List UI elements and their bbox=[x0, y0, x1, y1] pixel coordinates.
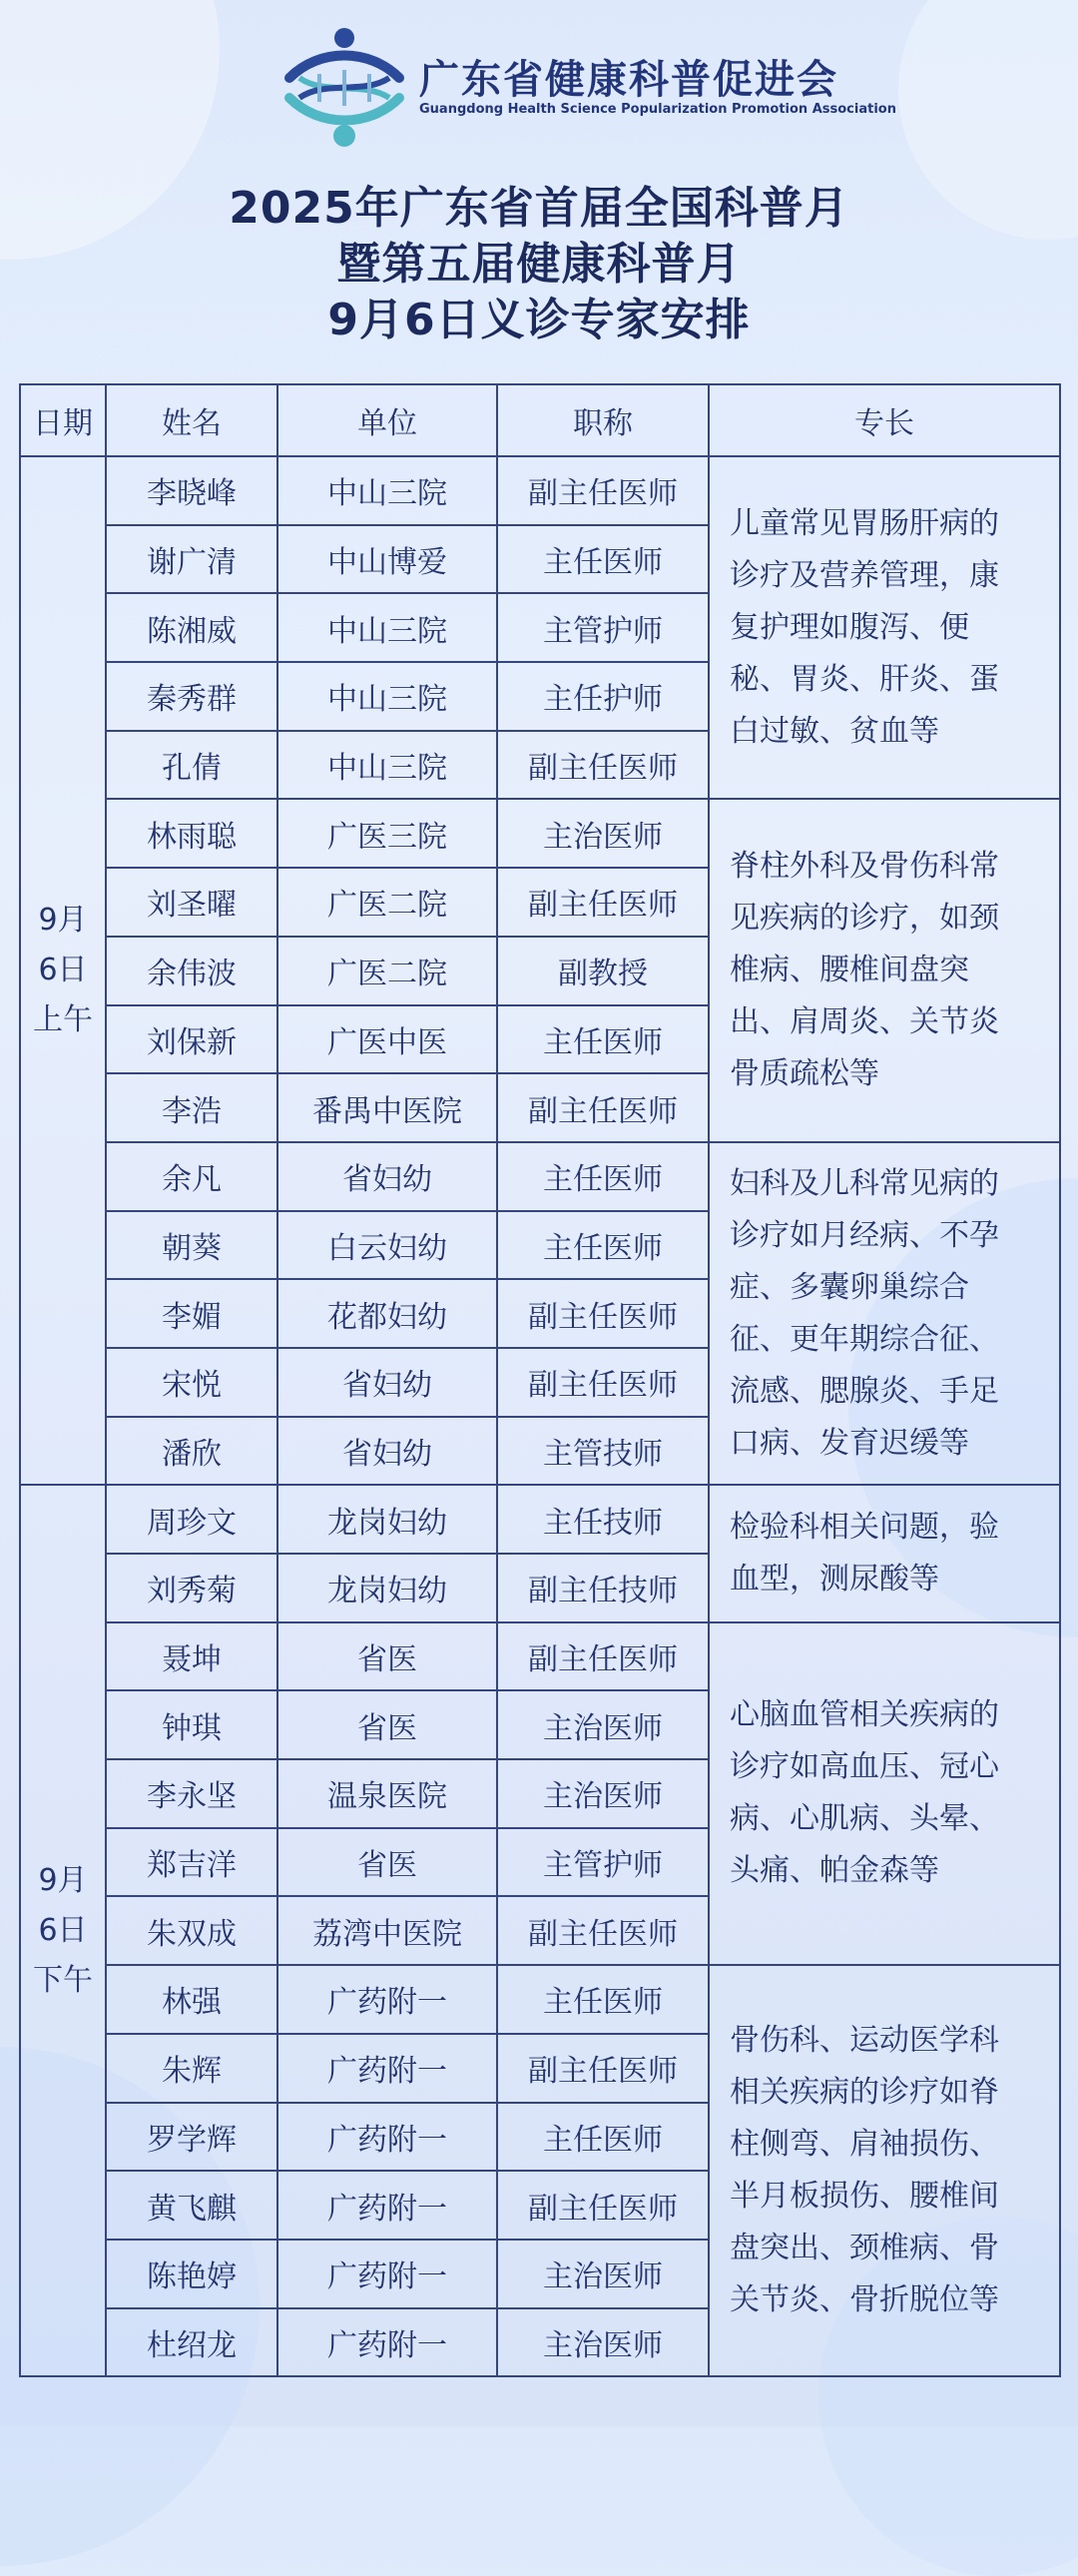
specialty-line: 相关疾病的诊疗如脊 bbox=[730, 2075, 999, 2111]
org-name-en: Guangdong Health Science Popularization Promotion Association bbox=[419, 102, 896, 117]
specialty-cell bbox=[709, 1965, 1060, 2376]
title-cell: 主任护师 bbox=[497, 662, 709, 731]
unit-cell: 中山三院 bbox=[277, 662, 497, 731]
specialty-line: 半月板损伤、腰椎间 bbox=[730, 2179, 999, 2215]
unit-cell: 龙岗妇幼 bbox=[277, 1554, 497, 1622]
unit-cell: 广药附一 bbox=[277, 1965, 497, 2034]
name-cell: 谢广清 bbox=[106, 525, 277, 594]
title-cell: 副主任医师 bbox=[497, 1073, 709, 1142]
title-cell: 主任医师 bbox=[497, 525, 709, 594]
specialty-line: 诊疗及营养管理，康 bbox=[730, 557, 999, 593]
unit-cell: 广医二院 bbox=[277, 868, 497, 937]
schedule-table bbox=[19, 383, 1061, 2377]
unit-cell: 省妇幼 bbox=[277, 1348, 497, 1417]
unit-cell: 中山三院 bbox=[277, 593, 497, 662]
unit-cell: 中山博爱 bbox=[277, 525, 497, 594]
name-cell: 刘圣曜 bbox=[106, 868, 277, 937]
unit-cell: 温泉医院 bbox=[277, 1759, 497, 1828]
header-date: 日期 bbox=[20, 384, 106, 456]
unit-cell: 广医中医 bbox=[277, 1005, 497, 1074]
name-cell: 罗学辉 bbox=[106, 2103, 277, 2172]
specialty-line: 心脑血管相关疾病的 bbox=[730, 1697, 999, 1733]
unit-cell: 荔湾中医院 bbox=[277, 1896, 497, 1965]
title-cell: 副主任医师 bbox=[497, 731, 709, 800]
specialty-line: 骨质疏松等 bbox=[730, 1056, 879, 1092]
specialty-line: 头痛、帕金森等 bbox=[730, 1853, 939, 1889]
name-cell: 李媚 bbox=[106, 1279, 277, 1348]
table-row bbox=[20, 799, 1060, 868]
date-line: 9月 bbox=[38, 1862, 88, 1898]
org-name-cn: 广东省健康科普促进会 bbox=[419, 57, 838, 103]
title-cell: 主管护师 bbox=[497, 1828, 709, 1897]
specialty-line: 白过敏、贫血等 bbox=[730, 713, 939, 749]
date-cell bbox=[20, 1485, 106, 2376]
specialty-line: 病、心肌病、头晕、 bbox=[730, 1801, 999, 1837]
title-cell: 主治医师 bbox=[497, 1759, 709, 1828]
title-cell: 主任技师 bbox=[497, 1485, 709, 1554]
specialty-line: 儿童常见胃肠肝病的 bbox=[730, 505, 999, 541]
table-row bbox=[20, 456, 1060, 525]
unit-cell: 广医三院 bbox=[277, 799, 497, 868]
title-cell: 副主任技师 bbox=[497, 1554, 709, 1622]
name-cell: 朱辉 bbox=[106, 2034, 277, 2103]
table-row bbox=[20, 1965, 1060, 2034]
name-cell: 陈艳婷 bbox=[106, 2240, 277, 2308]
name-cell: 周珍文 bbox=[106, 1485, 277, 1554]
unit-cell: 花都妇幼 bbox=[277, 1279, 497, 1348]
specialty-line: 诊疗如月经病、不孕 bbox=[730, 1217, 999, 1253]
name-cell: 刘秀菊 bbox=[106, 1554, 277, 1622]
specialty-line: 骨伤科、运动医学科 bbox=[730, 2023, 999, 2059]
unit-cell: 中山三院 bbox=[277, 456, 497, 525]
title-cell: 主管技师 bbox=[497, 1417, 709, 1486]
title-cell: 副主任医师 bbox=[497, 1348, 709, 1417]
name-cell: 孔倩 bbox=[106, 731, 277, 800]
specialty-line: 妇科及儿科常见病的 bbox=[730, 1165, 999, 1201]
date-line: 下午 bbox=[33, 1962, 93, 1998]
title-cell: 主管护师 bbox=[497, 593, 709, 662]
name-cell: 刘保新 bbox=[106, 1005, 277, 1074]
specialty-line: 秘、胃炎、肝炎、蛋 bbox=[730, 661, 999, 697]
header-name: 姓名 bbox=[106, 384, 277, 456]
name-cell: 李浩 bbox=[106, 1073, 277, 1142]
title-cell: 主任医师 bbox=[497, 1965, 709, 2034]
title-cell: 主治医师 bbox=[497, 1690, 709, 1759]
name-cell: 朝葵 bbox=[106, 1211, 277, 1280]
specialty-line: 盘突出、颈椎病、骨 bbox=[730, 2231, 999, 2266]
name-cell: 林雨聪 bbox=[106, 799, 277, 868]
unit-cell: 中山三院 bbox=[277, 731, 497, 800]
name-cell: 余凡 bbox=[106, 1142, 277, 1211]
name-cell: 聂坤 bbox=[106, 1622, 277, 1691]
table-row bbox=[20, 1622, 1060, 1691]
title-cell: 副主任医师 bbox=[497, 456, 709, 525]
unit-cell: 广药附一 bbox=[277, 2103, 497, 2172]
org-logo bbox=[279, 26, 896, 150]
title-line-2: 暨第五届健康科普月 bbox=[336, 239, 742, 290]
unit-cell: 省妇幼 bbox=[277, 1417, 497, 1486]
title-cell: 主任医师 bbox=[497, 2103, 709, 2172]
name-cell: 李晓峰 bbox=[106, 456, 277, 525]
unit-cell: 番禺中医院 bbox=[277, 1073, 497, 1142]
name-cell: 黄飞麒 bbox=[106, 2171, 277, 2240]
unit-cell: 省妇幼 bbox=[277, 1142, 497, 1211]
specialty-line: 征、更年期综合征、 bbox=[730, 1321, 999, 1357]
title-cell: 主治医师 bbox=[497, 2240, 709, 2308]
title-cell: 副主任医师 bbox=[497, 2034, 709, 2103]
specialty-cell bbox=[709, 1142, 1060, 1485]
header-title: 职称 bbox=[497, 384, 709, 456]
title-cell: 主任医师 bbox=[497, 1211, 709, 1280]
title-cell: 主任医师 bbox=[497, 1142, 709, 1211]
title-cell: 副主任医师 bbox=[497, 1279, 709, 1348]
header-specialty: 专长 bbox=[709, 384, 1060, 456]
specialty-line: 症、多囊卵巢综合 bbox=[730, 1269, 969, 1305]
specialty-line: 椎病、腰椎间盘突 bbox=[730, 953, 969, 988]
title-cell: 副主任医师 bbox=[497, 2171, 709, 2240]
specialty-line: 诊疗如高血压、冠心 bbox=[730, 1749, 999, 1785]
specialty-line: 检验科相关问题，验 bbox=[730, 1510, 999, 1545]
name-cell: 郑吉洋 bbox=[106, 1828, 277, 1897]
unit-cell: 广医二院 bbox=[277, 937, 497, 1005]
date-line: 6日 bbox=[38, 1912, 88, 1948]
title-cell: 副主任医师 bbox=[497, 868, 709, 937]
unit-cell: 省医 bbox=[277, 1828, 497, 1897]
unit-cell: 广药附一 bbox=[277, 2034, 497, 2103]
specialty-line: 流感、腮腺炎、手足 bbox=[730, 1373, 999, 1409]
name-cell: 杜绍龙 bbox=[106, 2308, 277, 2377]
specialty-line: 柱侧弯、肩袖损伤、 bbox=[730, 2127, 999, 2163]
title-cell: 主治医师 bbox=[497, 799, 709, 868]
title-line-1: 2025年广东省首届全国科普月 bbox=[229, 183, 849, 234]
specialty-line: 出、肩周炎、关节炎 bbox=[730, 1004, 999, 1040]
unit-cell: 广药附一 bbox=[277, 2171, 497, 2240]
title-cell: 副主任医师 bbox=[497, 1896, 709, 1965]
unit-cell: 广药附一 bbox=[277, 2308, 497, 2377]
name-cell: 宋悦 bbox=[106, 1348, 277, 1417]
title-cell: 副教授 bbox=[497, 937, 709, 1005]
specialty-line: 见疾病的诊疗，如颈 bbox=[730, 901, 999, 937]
specialty-line: 脊柱外科及骨伤科常 bbox=[730, 849, 999, 885]
unit-cell: 龙岗妇幼 bbox=[277, 1485, 497, 1554]
unit-cell: 广药附一 bbox=[277, 2240, 497, 2308]
title-line-3: 9月6日义诊专家安排 bbox=[327, 295, 751, 345]
specialty-line: 复护理如腹泻、便 bbox=[730, 609, 969, 645]
specialty-line: 关节炎、骨折脱位等 bbox=[730, 2282, 999, 2318]
date-line: 6日 bbox=[38, 953, 88, 988]
date-line: 上午 bbox=[33, 1002, 93, 1038]
name-cell: 潘欣 bbox=[106, 1417, 277, 1486]
dna-logo-icon bbox=[279, 26, 409, 150]
table-row bbox=[20, 1485, 1060, 1554]
title-cell: 主任医师 bbox=[497, 1005, 709, 1074]
name-cell: 李永坚 bbox=[106, 1759, 277, 1828]
table-header-row bbox=[20, 384, 1060, 456]
table-row bbox=[20, 1142, 1060, 1211]
specialty-cell bbox=[709, 1485, 1060, 1621]
title-cell: 主治医师 bbox=[497, 2308, 709, 2377]
date-line: 9月 bbox=[38, 903, 88, 939]
date-cell bbox=[20, 456, 106, 1485]
specialty-cell bbox=[709, 1622, 1060, 1965]
unit-cell: 白云妇幼 bbox=[277, 1211, 497, 1280]
header-unit: 单位 bbox=[277, 384, 497, 456]
unit-cell: 省医 bbox=[277, 1622, 497, 1691]
title-cell: 副主任医师 bbox=[497, 1622, 709, 1691]
unit-cell: 省医 bbox=[277, 1690, 497, 1759]
name-cell: 钟琪 bbox=[106, 1690, 277, 1759]
specialty-cell bbox=[709, 799, 1060, 1141]
specialty-cell bbox=[709, 456, 1060, 799]
specialty-line: 血型，测尿酸等 bbox=[730, 1562, 939, 1597]
specialty-line: 口病、发育迟缓等 bbox=[730, 1425, 969, 1461]
name-cell: 余伟波 bbox=[106, 937, 277, 1005]
name-cell: 林强 bbox=[106, 1965, 277, 2034]
name-cell: 朱双成 bbox=[106, 1896, 277, 1965]
name-cell: 陈湘威 bbox=[106, 593, 277, 662]
name-cell: 秦秀群 bbox=[106, 662, 277, 731]
